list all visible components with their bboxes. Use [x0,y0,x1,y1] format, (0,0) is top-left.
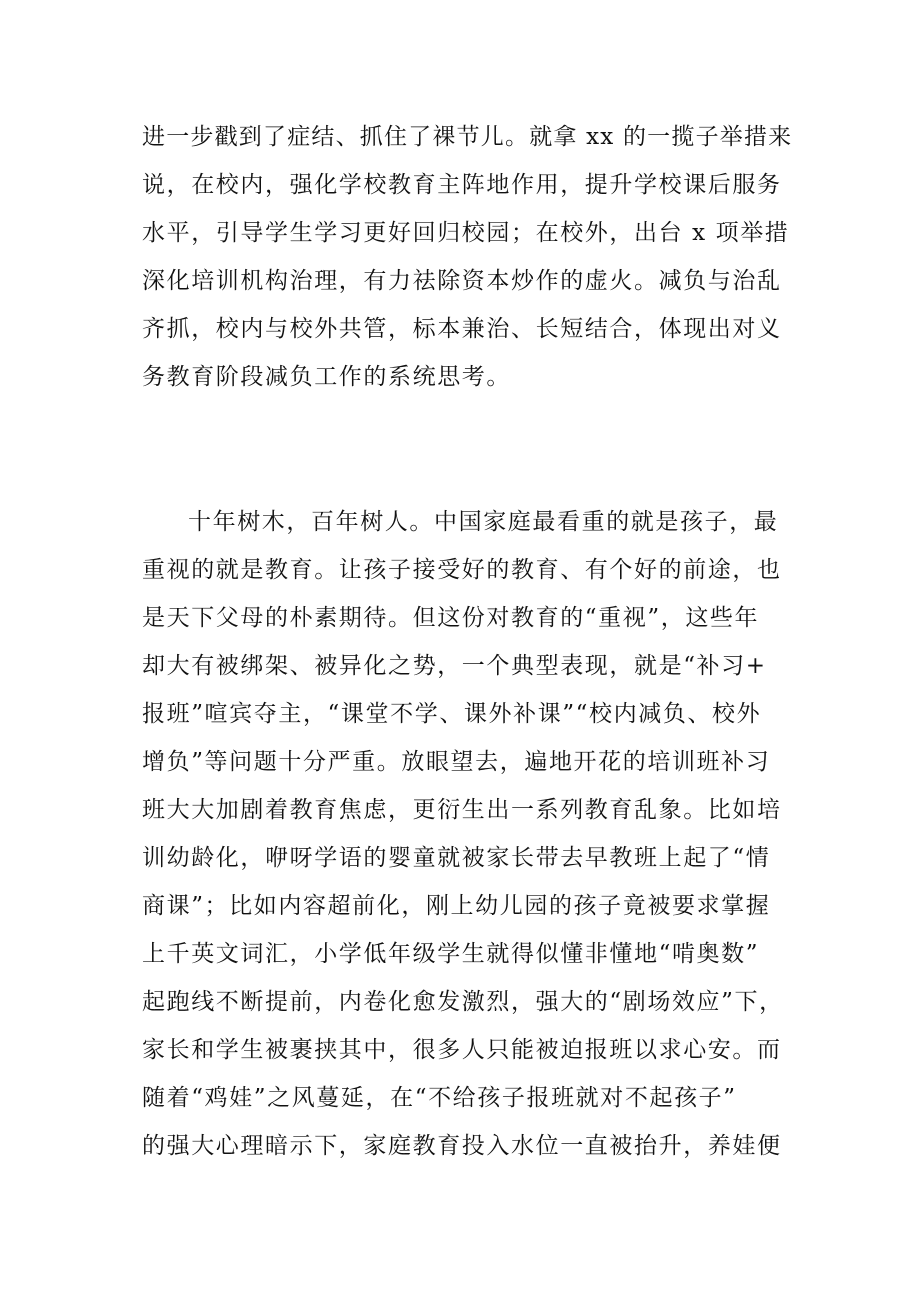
paragraph-line: 增负”等问题十分严重。放眼望去，遍地开花的培训班补习 [142,749,771,775]
paragraph-line: 起跑线不断提前，内卷化愈发激烈，强大的“剧场效应”下， [142,989,784,1015]
paragraph-line: 说，在校内，强化学校教育主阵地作用，提升学校课后服务 [142,172,782,198]
paragraph [142,498,792,1170]
paragraph-continuation [142,113,792,401]
paragraph-line: 务教育阶段减负工作的系统思考。 [142,364,511,390]
paragraph-line: 上千英文词汇，小学低年级学生就得似懂非懂地“啃奥数” [142,941,760,967]
paragraph-line: 是天下父母的朴素期待。但这份对教育的“重视”，这些年 [142,605,760,631]
paragraph-line: 随着“鸡娃”之风蔓延，在“不给孩子报班就对不起孩子” [142,1085,737,1111]
paragraph-line: 水平，引导学生学习更好回归校园；在校外，出台 x 项举措 [142,220,790,246]
paragraph-line: 重视的就是教育。让孩子接受好的教育、有个好的前途，也 [142,557,782,583]
paragraph-line: 的强大心理暗示下，家庭教育投入水位一直被抬升，养娃便 [142,1133,782,1159]
paragraph-line: 十年树木，百年树人。中国家庭最看重的就是孩子，最 [188,509,779,535]
paragraph-line: 商课”；比如内容超前化，刚上幼儿园的孩子竟被要求掌握 [142,893,771,919]
paragraph-line: 家长和学生被裹挟其中，很多人只能被迫报班以求心安。而 [142,1037,782,1063]
paragraph-line: 深化培训机构治理，有力祛除资本炒作的虚火。减负与治乱 [142,268,782,294]
paragraph-line: 齐抓，校内与校外共管，标本兼治、长短结合，体现出对义 [142,316,782,342]
paragraph-line: 班大大加剧着教育焦虑，更衍生出一系列教育乱象。比如培 [142,797,782,823]
paragraph-line: 报班”喧宾夺主，“课堂不学、课外补课”“校内减负、校外 [142,701,762,727]
paragraph-line: 进一步戳到了症结、抓住了祼节儿。就拿 xx 的一揽子举措来 [142,124,793,150]
paragraph-line: 训幼龄化，咿呀学语的婴童就被家长带去早教班上起了“情 [142,845,771,871]
paragraph-line: 却大有被绑架、被异化之势，一个典型表现，就是“补习+ [142,653,767,679]
